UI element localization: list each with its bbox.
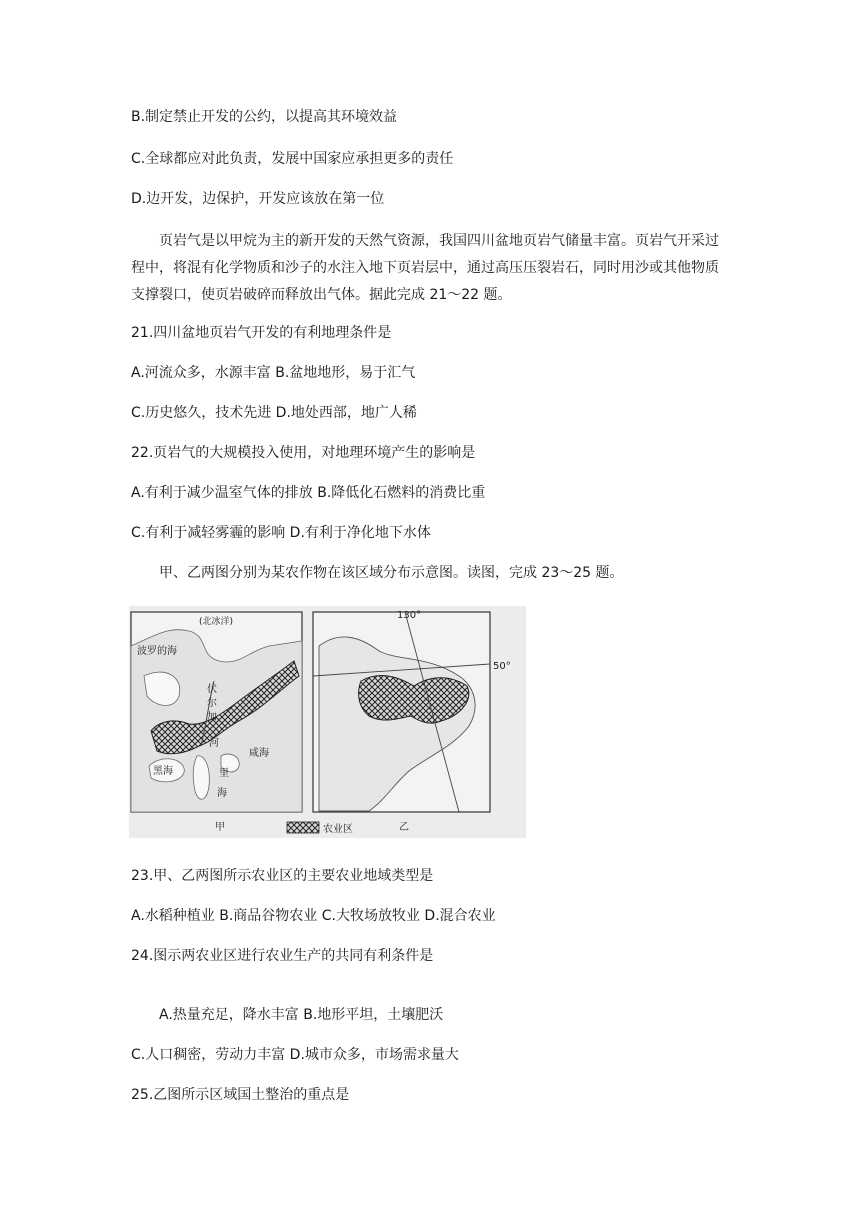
question-22-options-cd: C.有利于减轻雾霾的影响 D.有利于净化地下水体 — [131, 525, 431, 541]
label-baltic: 波罗的海 — [137, 646, 177, 657]
option-d: D.边开发，边保护，开发应该放在第一位 — [131, 191, 385, 207]
label-volga-1: 伏 — [207, 684, 217, 695]
label-panel-left: 甲 — [215, 822, 225, 833]
label-volga-4: 河 — [209, 738, 219, 749]
label-lat-50: 50° — [493, 661, 511, 672]
legend-swatch — [287, 822, 319, 833]
question-24-options-ab: A.热量充足，降水丰富 B.地形平坦，土壤肥沃 — [159, 1007, 444, 1023]
passage-shale-gas-text: 页岩气是以甲烷为主的新开发的天然气资源，我国四川盆地页岩气储量丰富。页岩气开采过程中，将混有化学物质和沙子的水注入地下页岩层中，通过高压压裂岩石，同时用沙或其他物质支撑裂口，使页岩破碎而释放出气体。据此完成 21～22 题。 — [131, 233, 719, 303]
legend-label: 农业区 — [323, 824, 353, 835]
label-north-ocean: (北冰洋) — [199, 617, 234, 627]
label-volga-2: 尔 — [207, 698, 217, 709]
question-23-options: A.水稻种植业 B.商品谷物农业 C.大牧场放牧业 D.混合农业 — [131, 908, 496, 924]
label-black-sea: 黑海 — [153, 766, 173, 777]
label-volga-3: 加 — [207, 712, 217, 723]
map-figure — [129, 606, 526, 838]
question-22-options-ab: A.有利于减少温室气体的排放 B.降低化石燃料的消费比重 — [131, 485, 486, 501]
question-21: 21.四川盆地页岩气开发的有利地理条件是 — [131, 325, 392, 341]
question-22: 22.页岩气的大规模投入使用，对地理环境产生的影响是 — [131, 445, 476, 461]
passage-shale-gas — [131, 228, 731, 309]
label-caspian-b: 海 — [217, 788, 227, 799]
question-21-options-ab: A.河流众多，水源丰富 B.盆地地形，易于汇气 — [131, 365, 416, 381]
passage-agriculture: 甲、乙两图分别为某农作物在该区域分布示意图。读图，完成 23～25 题。 — [159, 565, 624, 581]
option-c: C.全球都应对此负责，发展中国家应承担更多的责任 — [131, 151, 454, 167]
map-left-panel — [131, 612, 302, 833]
question-25: 25.乙图所示区域国土整治的重点是 — [131, 1087, 350, 1103]
label-aral-sea: 咸海 — [249, 748, 269, 759]
question-21-options-cd: C.历史悠久，技术先进 D.地处西部，地广人稀 — [131, 405, 417, 421]
question-23: 23.甲、乙两图所示农业区的主要农业地域类型是 — [131, 868, 434, 884]
option-b: B.制定禁止开发的公约，以提高其环境效益 — [131, 109, 398, 125]
question-24: 24.图示两农业区进行农业生产的共同有利条件是 — [131, 948, 434, 964]
label-caspian-a: 里 — [219, 768, 229, 779]
label-lon-130: 130° — [397, 610, 422, 621]
question-24-options-cd: C.人口稠密，劳动力丰富 D.城市众多，市场需求量大 — [131, 1047, 459, 1063]
label-panel-right: 乙 — [399, 822, 409, 833]
map-right-panel — [313, 610, 511, 833]
